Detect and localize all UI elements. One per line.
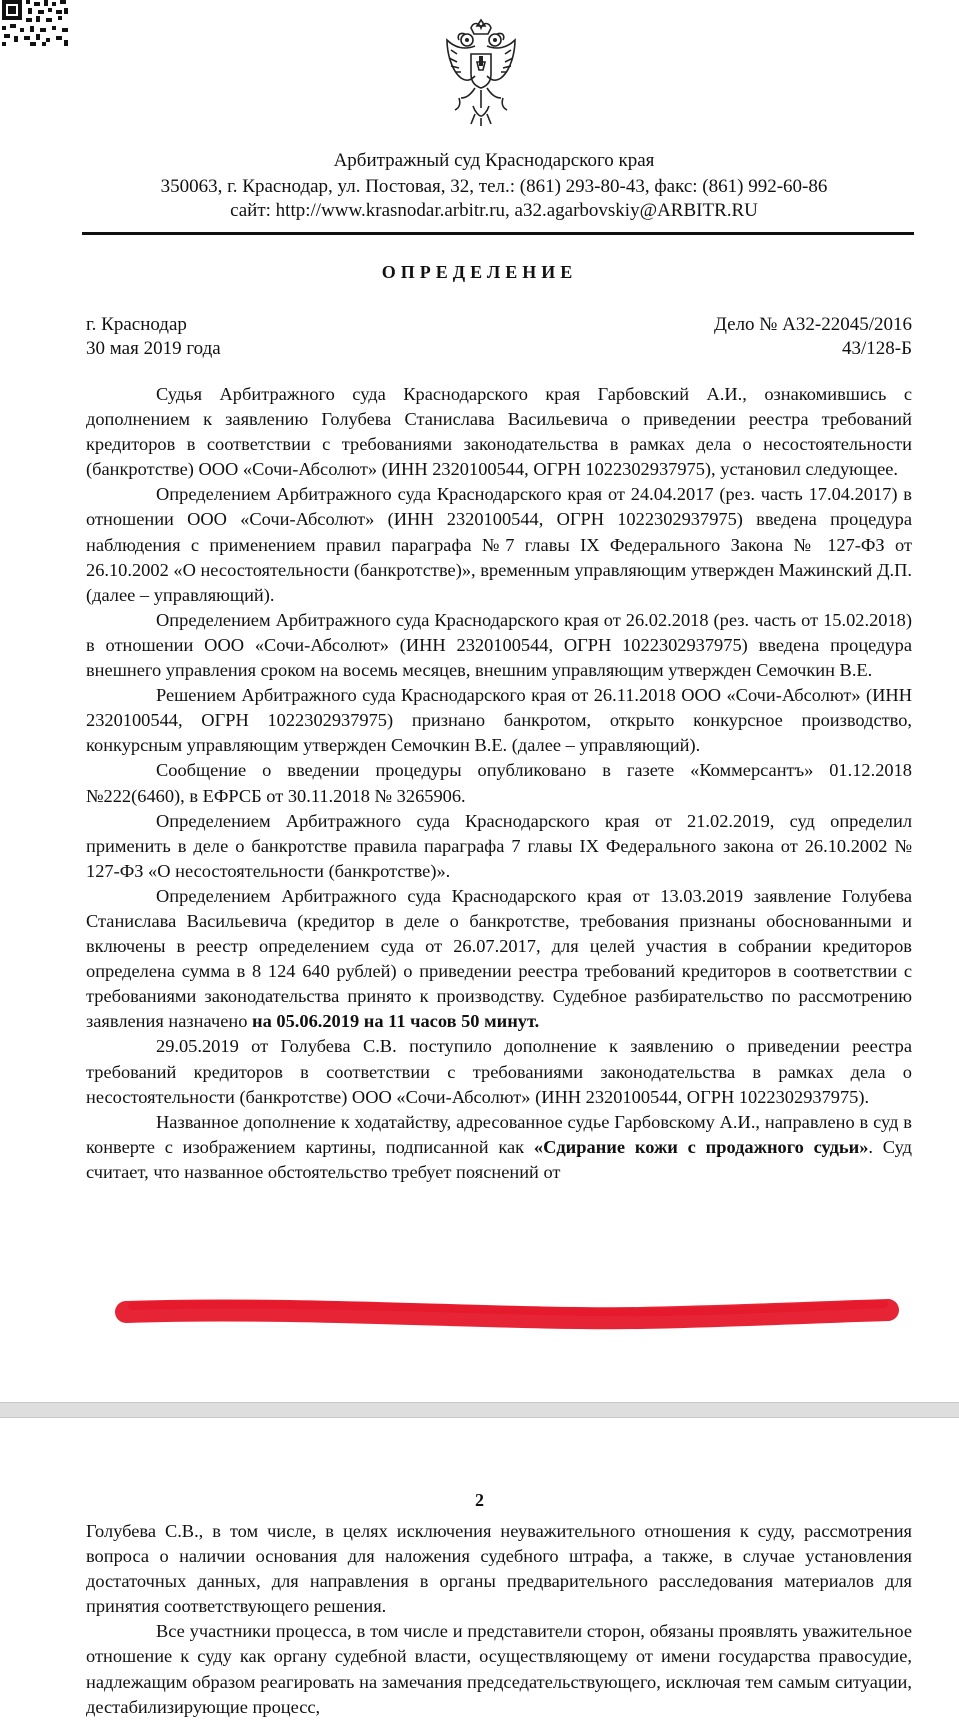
case-sub-number: 43/128-Б [841, 338, 912, 359]
case-number: Дело № А32-22045/2016 [713, 314, 912, 335]
paragraph: Голубева С.В., в том числе, в целях исключения неуважительного отношения к суду, рассмотрения вопроса о наличии основания для наложения судебного штрафа, а также, в случае установления достаточных данных, для направления в органы предварительного расследования материалов для принятия соответствующего решения. [86, 1521, 912, 1617]
paragraph-text: Определением Арбитражного суда Краснодарского края от 13.03.2019 заявление Голубева Станислава Васильевича (кредитор в деле о банкротстве, требования признаны обоснованными и включены в реестр определением суда от 26.07.2017, для целей участия в собрании кредиторов определена сумма в 8 124 640 рублей) о приведении реестра требований кредиторов в соответствии с требованиями законодательства принято к производству. Судебное разбирательство по рассмотрению заявления назначено [86, 885, 912, 1032]
document-date: 30 мая 2019 года [86, 338, 221, 359]
page-2-body [86, 1519, 912, 1720]
city: г. Краснодар [86, 314, 187, 335]
paragraph: 29.05.2019 от Голубева С.В. поступило дополнение к заявлению о приведении реестра требований кредиторов в соответствии с требованиями законодательства в рамках дела о несостоятельности (банкротстве) ООО «Сочи-Абсолют» (ИНН 2320100544, ОГРН 1022302937975). [86, 1036, 912, 1107]
hearing-date: на 05.06.2019 на 11 часов 50 минут. [252, 1011, 540, 1032]
court-site: сайт: http://www.krasnodar.arbitr.ru, a32.agarbovskiy@ARBITR.RU [230, 200, 758, 221]
document-page-2 [0, 1418, 959, 1717]
paragraph: Судья Арбитражного суда Краснодарского края Гарбовский А.И., ознакомившись с дополнением к заявлению Голубева Станислава Васильевича о приведении реестра требований кредиторов в соответствии с требованиями законодательства в рамках дела о несостоятельности (банкротстве) ООО «Сочи-Абсолют» (ИНН 2320100544, ОГРН 1022302937975), установил следующее. [86, 384, 912, 480]
paragraph: Решением Арбитражного суда Краснодарского края от 26.11.2018 ООО «Сочи-Абсолют» (ИНН 2320100544, ОГРН 1022302937975) признано банкротом, открыто конкурсное производство, конкурсным управляющим утвержден Семочкин В.Е. (далее – управляющий). [86, 685, 912, 756]
paragraph: Определением Арбитражного суда Краснодарского края от 21.02.2019, суд определил применить в деле о банкротстве правила параграфа 7 главы IX Федерального закона от 26.10.2002 № 127-ФЗ «О несостоятельности (банкротстве)». [86, 810, 912, 881]
page-number: 2 [475, 1490, 484, 1510]
painting-title: «Сдирание кожи с продажного судьи» [533, 1136, 869, 1157]
document-title: ОПРЕДЕЛЕНИЕ [381, 262, 578, 282]
court-address: 350063, г. Краснодар, ул. Постовая, 32, тел.: (861) 293-80-43, факс: (861) 992-60-86 [160, 176, 828, 197]
court-name: Арбитражный суд Краснодарского края [333, 150, 655, 171]
page-separator [0, 1402, 959, 1418]
paragraph-text: . Суд считает, что названное обстоятельство требует пояснений от [86, 1136, 912, 1182]
paragraph: Сообщение о введении процедуры опубликовано в газете «Коммерсантъ» 01.12.2018 №222(6460), в ЕФРСБ от 30.11.2018 № 3265906. [86, 760, 912, 806]
paragraph: Определением Арбитражного суда Краснодарского края от 26.02.2018 (рез. часть от 15.02.2018) в отношении ООО «Сочи-Абсолют» (ИНН 2320100544, ОГРН 1022302937975) введена процедура внешнего управления сроком на восемь месяцев, внешним управляющим утвержден Семочкин В.Е. [86, 609, 912, 681]
paragraph: Определением Арбитражного суда Краснодарского края от 24.04.2017 (рез. часть 17.04.2017) в отношении ООО «Сочи-Абсолют» (ИНН 2320100544, ОГРН 1022302937975) введена процедура наблюдения с применением правил параграфа №7 главы IX Федерального Закона № 127-ФЗ от 26.10.2002 «О несостоятельности (банкротстве)», временным управляющим утвержден Мажинский Д.П. (далее – управляющий). [86, 484, 912, 605]
paragraph: Все участники процесса, в том числе и представители сторон, обязаны проявлять уважительное отношение к суду как органу судебной власти, осуществляющему от имени государства правосудие, надлежащим образом реагировать на замечания председательствующего, исключая тем самым ситуации, дестабилизирующие процесс, [86, 1621, 912, 1717]
paragraph-text: Названное дополнение к ходатайству, адресованное судье Гарбовскому А.И., направлено в суд в конверте с изображением картины, подписанной как [86, 1111, 912, 1157]
